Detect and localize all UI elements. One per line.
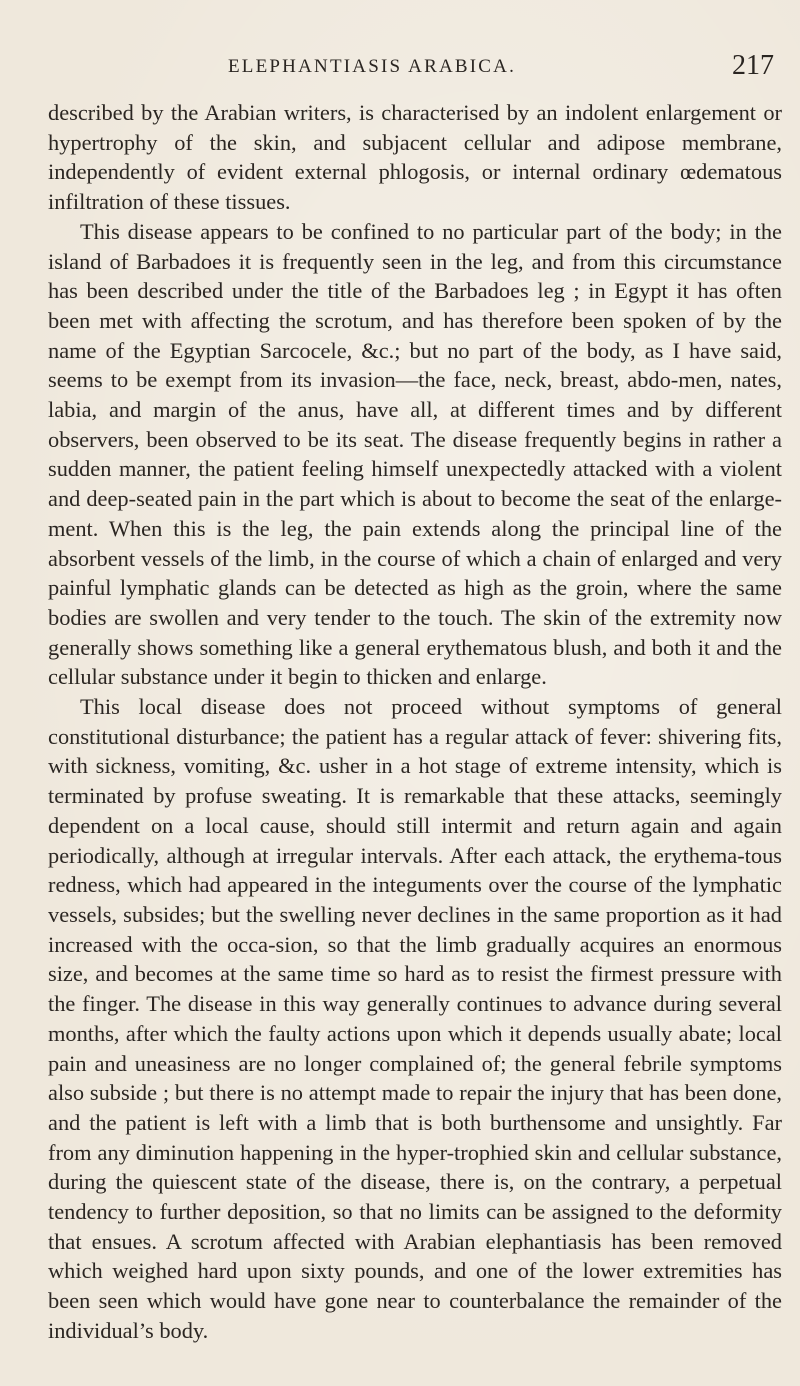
paragraph-disease-location: This disease appears to be confined to no particular part of the body; in the island of Barbadoes it is frequently seen in the leg, and from this circumstance has been described under the title of the Barbadoes leg ; in Egypt it has often been met with affecting the scrotum, and has therefore been spoken of by the name of the Egyptian Sarcocele, &c.; but no part of the body, as I have said, seems to be exempt from its invasion—the face, neck, breast, abdo-men, nates, labia, and margin of the anus, have all, at different times and by different observers, been observed to be its seat. The disease frequently begins in rather a sudden manner, the patient feeling himself unexpectedly attacked with a violent and deep-seated pain in the part which is about to become the seat of the enlarge-ment. When this is the leg, the pain extends along the principal line of the absorbent vessels of the limb, in the course of which a chain of enlarged and very painful lymphatic glands can be detected as high as the groin, where the same bodies are swollen and very tender to the touch. The skin of the extremity now generally shows something like a general erythematous blush, and both it and the cellular substance under it begin to thicken and enlarge. — [48, 218, 782, 690]
paragraph-continuation: described by the Arabian writers, is characterised by an indolent enlargement or hypertrophy of the skin, and subjacent cellular and adipose membrane, independently of evident external phlogosis, or internal ordinary œdematous infiltration of these tissues. — [48, 100, 782, 215]
page-number: 217 — [732, 50, 774, 81]
running-title: ELEPHANTIASIS ARABICA. — [228, 56, 517, 77]
page-header — [0, 50, 800, 86]
body-text — [48, 98, 782, 1346]
paragraph-constitutional-disturbance: This local disease does not proceed without symptoms of general constitutional disturbance; the patient has a regular attack of fever: shivering fits, with sickness, vomiting, &c. usher in a hot stage of extreme intensity, which is terminated by profuse sweating. It is remarkable that these attacks, seemingly dependent on a local cause, should still intermit and return again and again periodically, although at irregular intervals. After each attack, the erythema-tous redness, which had appeared in the integuments over the course of the lymphatic vessels, subsides; but the swelling never declines in the same proportion as it had increased with the occa-sion, so that the limb gradually acquires an enormous size, and becomes at the same time so hard as to resist the firmest pressure with the finger. The disease in this way generally continues to advance during several months, after which the faulty actions upon which it depends usually abate; local pain and uneasiness are no longer complained of; the general febrile symptoms also subside ; but there is no attempt made to repair the injury that has been done, and the patient is left with a limb that is both burthensome and unsightly. Far from any diminution happening in the hyper-trophied skin and cellular substance, during the quiescent state of the disease, there is, on the contrary, a perpetual tendency to further deposition, so that no limits can be assigned to the deformity that ensues. A scrotum affected with Arabian elephantiasis has been removed which weighed hard upon sixty pounds, and one of the lower extremities has been seen which would have gone near to counterbalance the remainder of the individual’s body. — [48, 694, 782, 1343]
